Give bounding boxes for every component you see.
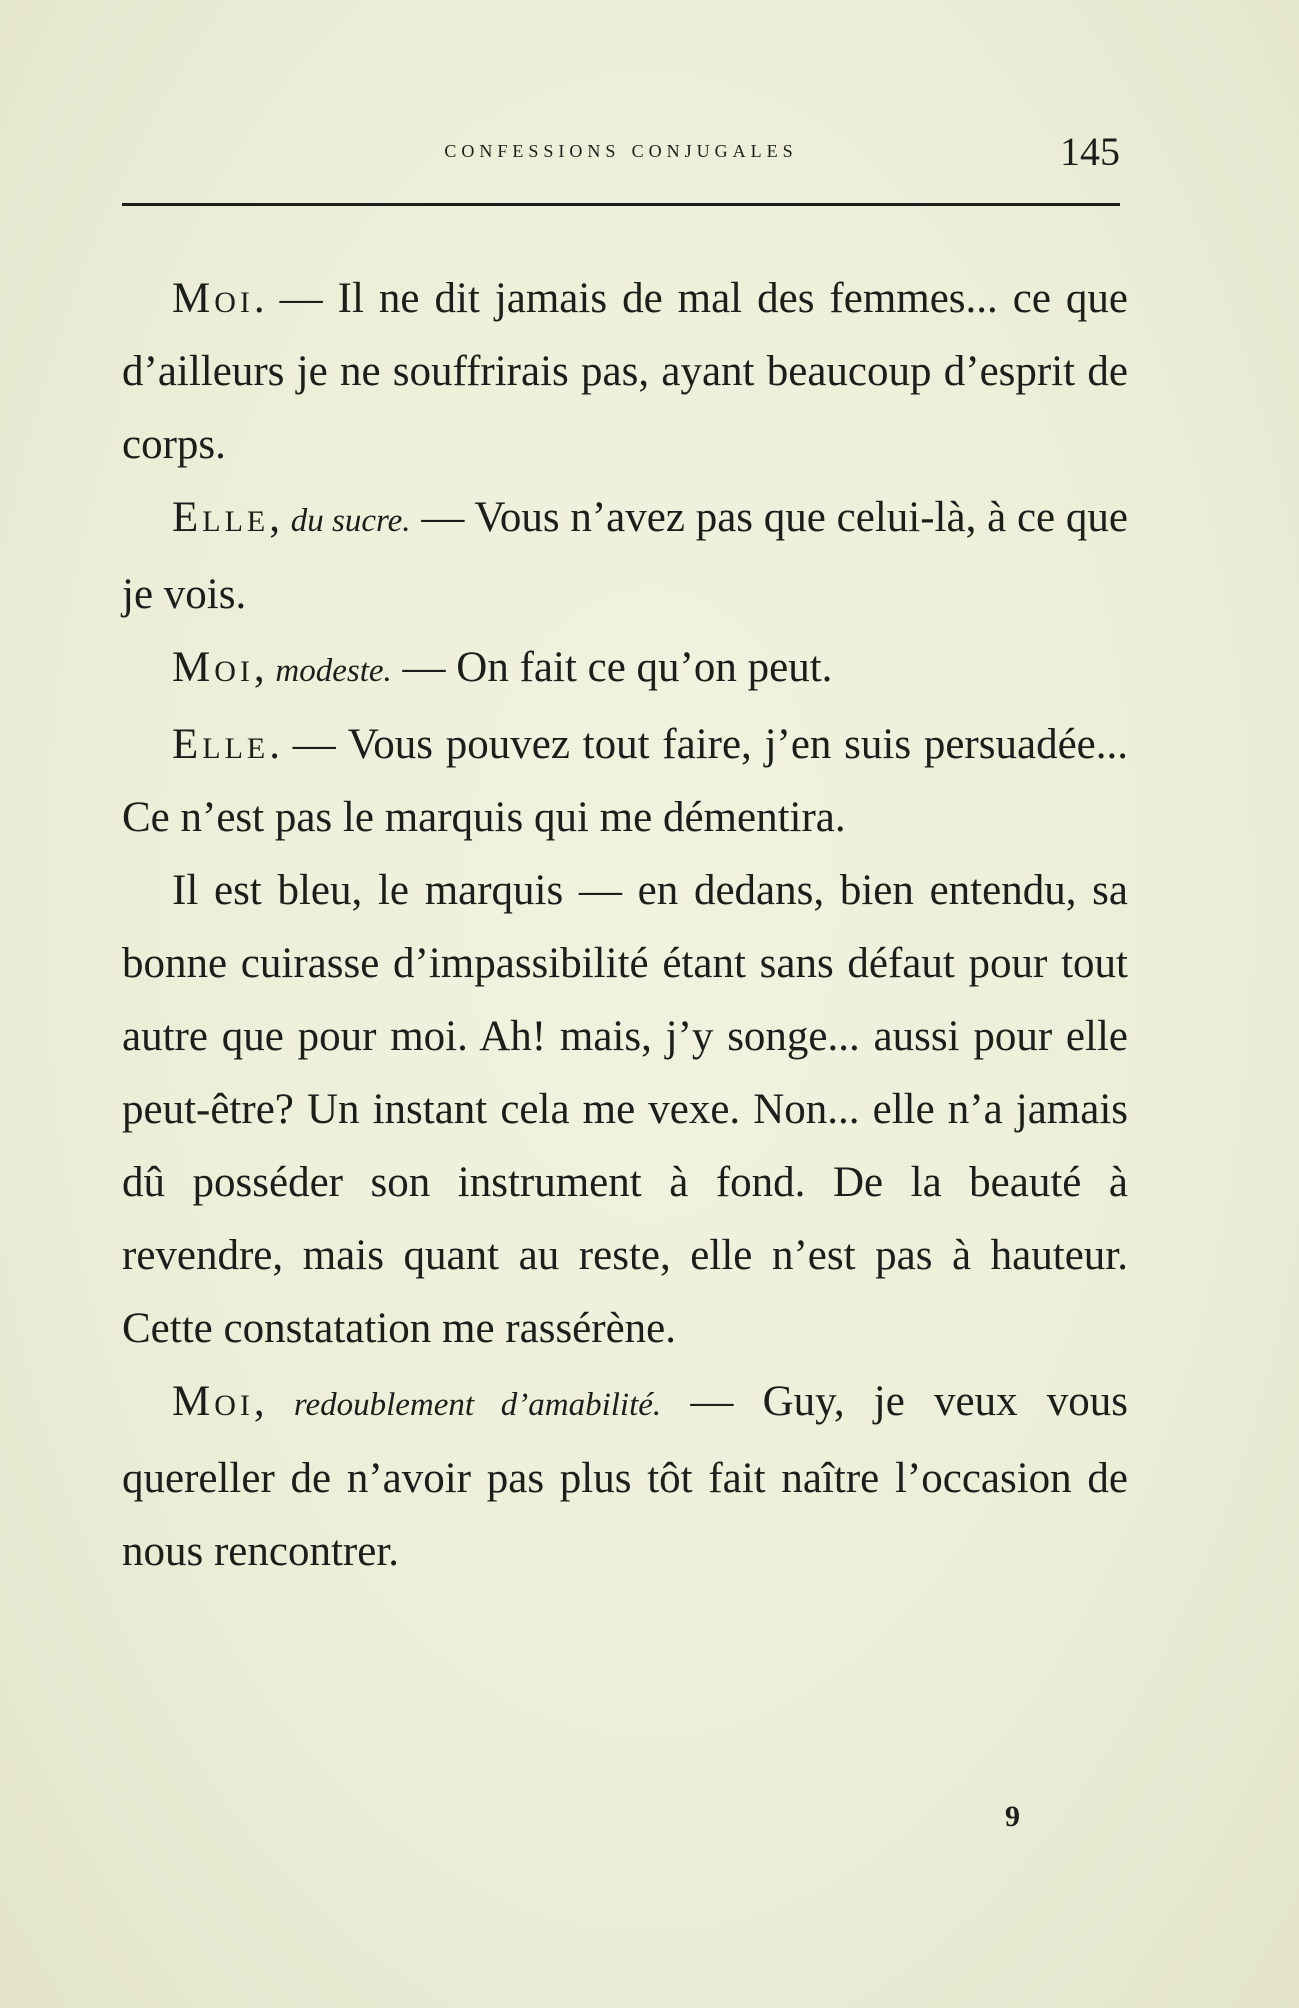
speaker-punctuation: , [253, 1378, 294, 1425]
paragraph [122, 854, 1128, 1365]
speaker-punctuation: , [269, 494, 291, 541]
paragraph [122, 631, 1128, 708]
speaker-punctuation: , [253, 644, 276, 691]
speaker-name: Moi [172, 644, 254, 691]
paragraph-text: On fait ce qu’on peut. [456, 644, 833, 691]
page-number: 145 [1060, 129, 1120, 174]
dash-separator: — [410, 494, 475, 541]
stage-direction: modeste. [275, 653, 392, 689]
speaker-punctuation: . — [269, 721, 348, 768]
signature-mark: 9 [1005, 1800, 1020, 1833]
paragraph [122, 708, 1128, 854]
running-head [122, 128, 1120, 178]
speaker-name: Elle [172, 494, 270, 541]
paragraph-text: Guy, je veux vous quereller de n’avoir pas plus tôt fait naître l’occasion de nous rencontrer. [122, 1378, 1129, 1575]
speaker-name: Moi [172, 275, 254, 322]
running-title: confessions conjugales [444, 136, 798, 163]
paragraph [122, 262, 1128, 481]
speaker-name: Moi [172, 1378, 254, 1425]
paragraph-text: Il ne dit jamais de mal des femmes... ce que d’ailleurs je ne souffrirais pas, ayant beaucoup d’esprit de corps. [122, 275, 1129, 468]
header-rule [122, 203, 1120, 206]
stage-direction: du sucre. [290, 503, 411, 539]
speaker-punctuation: . — [253, 275, 338, 322]
paragraph [122, 481, 1128, 631]
paragraph-text: Vous pouvez tout faire, j’en suis persuadée... Ce n’est pas le marquis qui me démentira. [122, 721, 1128, 841]
paragraph-text: Il est bleu, le marquis — en dedans, bien entendu, sa bonne cuirasse d’impassibilité étant sans défaut pour tout autre que pour moi. Ah! mais, j’y songe... aussi pour elle peut-être? Un instant cela me vexe. Non... elle n’a jamais dû posséder son instrument à fond. De la beauté à revendre, mais quant au reste, elle n’est pas à hauteur. Cette constatation me rassérène. [122, 867, 1128, 1352]
dash-separator: — [661, 1378, 763, 1425]
speaker-name: Elle [172, 721, 270, 768]
dash-separator: — [391, 644, 457, 691]
paragraph [122, 1365, 1128, 1588]
stage-direction: redoublement d’amabilité. [293, 1387, 662, 1423]
body-text [122, 262, 1128, 1588]
paragraph-text: Vous n’avez pas que celui-là, à ce que je vois. [122, 494, 1128, 618]
